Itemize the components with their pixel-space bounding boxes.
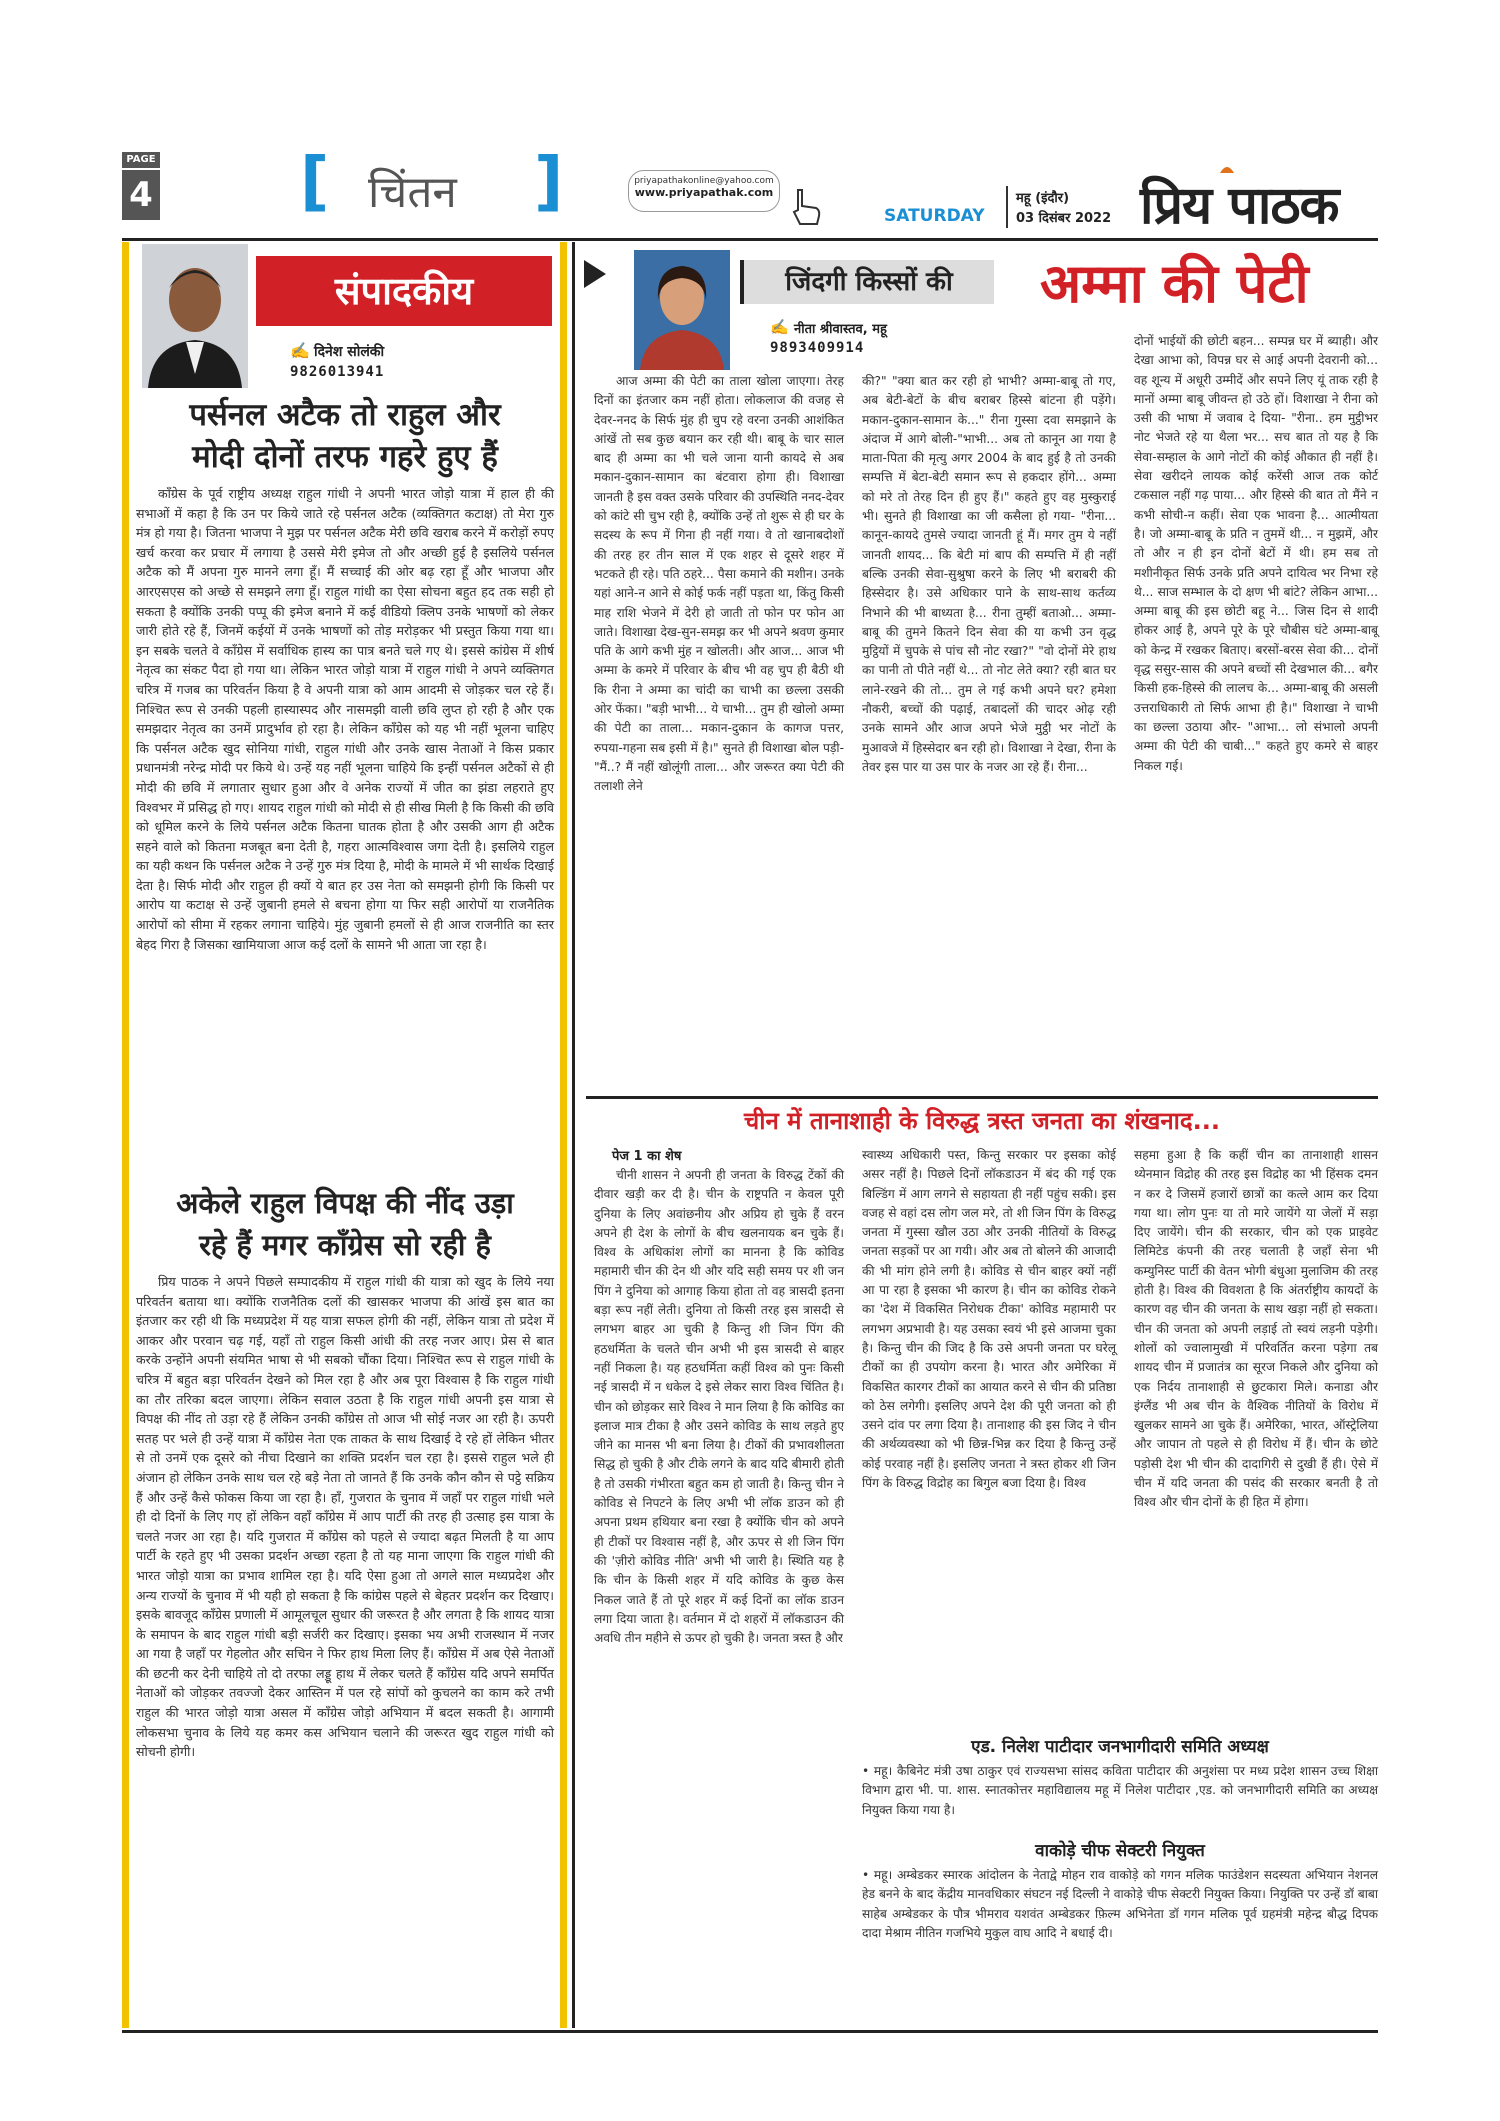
pen-icon: ✍ <box>290 341 310 360</box>
email[interactable]: priyapathakonline@yahoo.com <box>634 176 774 186</box>
editorial-headline-1-line2: मोदी दोनों तरफ गहरे हुए हैं <box>192 439 498 475</box>
logo-lamp-icon <box>1218 160 1236 174</box>
section-title: चिंतन <box>368 167 457 218</box>
news2-body <box>862 1866 1378 1943</box>
editorial-body-1-text: कॉंग्रेस के पूर्व राष्ट्रीय अध्यक्ष राहुल गांधी ने अपनी भारत जोड़ो यात्रा में हाल ही की सभाओं में कहा है कि उन पर किये जाते रहे पर्सनल अटैक (व्यक्तिगत कटाक्ष) तो मेरा गुरु मंत्र हो गया है। जितना भाजपा ने मुझ पर पर्सनल अटैक मेरी छवि खराब करने में करोड़ों रुपए खर्च करवा कर प्रचार में लगाया है उससे मेरी इमेज तो और अच्छी हुई है इसलिये पर्सनल अटैक को मैं अपना गुरु मानने लगा हूँ। मैं सच्चाई की ओर बढ़ रहा हूँ और भाजपा और आरएसएस को अच्छे से समझने लगा हूँ। राहुल गांधी का ऐसा सोचना बहुत हद तक सही हो सकता है क्योंकि उनकी पप्पू की इमेज बनाने में कई वीडियो क्लिप उनके भाषणों को लेकर जारी होते रहे हैं, जिनमें कईयों में उनके भाषणों को तोड़ मरोड़कर भी प्रस्तुत किया गया था। इन सबके चलते वे कॉंग्रेस में सर्वाधिक हास्य का पात्र बनते चले गए थे। इससे कांग्रेस में शीर्ष नेतृत्व का संकट पैदा हो गया था। लेकिन भारत जोड़ो यात्रा में राहुल गांधी ने अपने व्यक्तिगत चरित्र में गजब का परिवर्तन किया है वे अपनी यात्रा को आम आदमी से जोड़कर चल रहे हैं। निश्चित रूप से उनकी पहली हास्यास्पद और नासमझी वाली छवि लुप्त हो रही है और एक समझदार नेतृत्व का उनमें प्रादुर्भाव हो रहा है। लेकिन कॉंग्रेस को यह भी नहीं भूलना चाहिए कि पर्सनल अटैक खुद सोनिया गांधी, राहुल गांधी और उनके खास नेताओं ने किस प्रकार प्रधानमंत्री नरेन्द्र मोदी पर किये थे। उन्हें यह नहीं भूलना चाहिये कि इन्हीं पर्सनल अटैकों से ही मोदी की छवि में लगातार सुधार हुआ और वे अनेक राज्यों में जीत का झंडा लहराते हुए विश्वभर में प्रसिद्ध हो गए। शायद राहुल गांधी को मोदी से ही सीख मिली है कि किसी की छवि को धूमिल करने के लिये पर्सनल अटैक कितना घातक होता है और उसकी आग ही अटैक सहने वाले को कितना मजबूत बना देती है, गहरा आत्मविश्वास जगा देती है। इसलिये राहुल का यही कथन कि पर्सनल अटैक ने उन्हें गुरु मंत्र दिया है, मोदी के मामले में भी सार्थक दिखाई देता है। सिर्फ मोदी और राहुल ही क्यों ये बात हर उस नेता को समझनी होगी कि किसी पर आरोप या कटाक्ष से उन्हें जुबानी हमले से बचना होगा या फिर सही आरोपों या राजनैतिक आरोपों को सीमा में रहकर लगाना चाहिये। मुंह जुबानी हमलों से ही आज राजनीति का स्तर बेहद गिरा है जिसका खामियाजा आज कई दलों के सामने भी आता जा रहा है। <box>136 486 554 952</box>
story-column-2-text: की?" "क्या बात कर रही हो भाभी? अम्मा-बाबू तो गए, अब बेटी-बेटों के बीच बराबर हिस्से बांटना ही पड़ेंगे। मकान-दुकान-सामान के..." रीना गुस्सा दवा समझाने के अंदाज में आगे बोली-"भाभी... अब तो कानून आ गया है माता-पिता की मृत्यु अगर 2004 के बाद हुई है तो उनकी सम्पत्ति में बेटा-बेटी समान रूप से हकदार होंगे... अम्मा को मरे तो तेरह दिन ही हुए हैं।" कहते हुए वह मुस्कुराई भी। सुनते ही विशाखा का जी कसैला हो गया- "रीना... कानून-कायदे तुमसे ज्यादा जानती हूं मैं। मगर तुम ये नहीं जानती शायद... कि बेटी मां बाप की सम्पत्ति में ही नहीं बल्कि उनकी सेवा-सुश्रुषा करने के लिए भी बराबरी की हिस्सेदार है। उसे अधिकार पाने के साथ-साथ कर्तव्य निभाने की भी बाध्यता है... रीना तुम्हीं बताओ... अम्मा-बाबू की तुमने कितने दिन सेवा की या कभी उन वृद्ध मुट्ठियों में चुपके से पांच सौ नोट रखा?" "वो दोनों मेरे हाथ का पानी तो पीते नहीं थे... तो नोट लेते क्या? रही बात घर लाने-रखने की तो... तुम ले गई कभी अपने घर? हमेशा नौकरी, बच्चों की पढ़ाई, तबादलों की चादर ओढ़ रही उनके सामने और आज अपने भेजे मुट्ठी भर नोटों के मुआवजे में हिस्सेदार बन रही हो। विशाखा ने देखा, रीना के तेवर इस पार या उस पार के नजर आ रहे हैं। रीना... <box>862 374 1116 774</box>
story-tag-label: जिंदगी किस्सों की <box>785 267 953 297</box>
editorial-headline-1 <box>134 394 556 478</box>
story-column-1-text: आज अम्मा की पेटी का ताला खोला जाएगा। तेरह दिनों का इंतजार कम नहीं होता। लोकलाज की वजह से देवर-ननद के सिर्फ मुंह ही चुप रहे वरना उनकी आशंकित आंखें तो सब कुछ बयान कर रही थी। बाबू के चार साल बाद ही अम्मा का भी चले जाना यानी कायदे से अब मकान-दुकान-सामान का बंटवारा होगा ही। विशाखा जानती है इस वक्त उसके परिवार की उपस्थिति ननद-देवर को कांटे सी चुभ रही है, क्योंकि उन्हें तो शुरू से ही घर के सदस्य के रूप में गिना ही नहीं गया। वे तो खानाबदोशों की तरह हर तीन साल में एक शहर से दूसरे शहर में भटकते ही रहे। पति ठहरे... पैसा कमाने की मशीन। उनके यहां आने-न आने से कोई फर्क नहीं पड़ता था, किंतु किसी माह राशि भेजने में देरी हो जाती तो फोन पर फोन आ जाते। विशाखा देख-सुन-समझ कर भी अपने श्रवण कुमार पति के आगे कभी मुंह न खोलती। और आज... आज भी अम्मा के कमरे में परिवार के बीच भी वह चुप ही बैठी थी कि रीना ने अम्मा का चांदी का चाभी का छल्ला उसकी ओर फेंका। "बड़ी भाभी... ये चाभी... तुम ही खोलो अम्मा की पेटी का ताला... मकान-दुकान के कागज पत्तर, रुपया-गहना सब इसी में है।" सुनते ही विशाखा बोल पड़ी- "मैं..? मैं नहीं खोलूंगी ताला... और जरूरत क्या पेटी की तलाशी लेने <box>594 374 844 794</box>
news2-headline: वाकोड़े चीफ सेक्टरी नियुक्त <box>1035 1841 1205 1861</box>
place: महू (इंदौर) <box>1016 191 1070 206</box>
editorial-headline-2-line1: अकेले राहुल विपक्ष की नींद उड़ा <box>176 1186 514 1220</box>
continued-from: पेज 1 का शेष <box>612 1149 682 1164</box>
news1-body <box>862 1762 1378 1820</box>
china-column-2-text: स्वास्थ्य अधिकारी पस्त, किन्तु सरकार पर इसका कोई असर नहीं है। पिछले दिनों लॉकडाउन में बंद की गई एक बिल्डिंग में आग लगने से सहायता ही नहीं पहुंच सकी। इस वजह से वहां दस लोग जल मरे, तो शी जिन पिंग के विरुद्ध जनता में गुस्सा खौल उठा और उनकी नीतियों के विरुद्ध जनता सड़कों पर आ गयी। और अब तो बोलने की आजादी की भी मांग होने लगी है। कोविड से चीन बाहर क्यों नहीं आ पा रहा है इसका भी कारण है। चीन का कोविड रोकने का 'देश में विकसित निरोधक टीका' कोविड महामारी पर लगभग अप्रभावी है। यह उसका स्वयं भी इसे आजमा चुका है। किन्तु चीन की जिद है कि उसे अपनी जनता पर घरेलू टीकों का ही उपयोग करना है। भारत और अमेरिका में विकसित कारगर टीकों का आयात करने से चीन की प्रतिष्ठा को ठेस लगेगी। इसलिए अपने देश की पूरी जनता को ही उसने दांव पर लगा दिया है। तानाशाह की इस जिद ने चीन की अर्थव्यवस्था को भी छिन्न-भिन्न कर दिया है किन्तु उन्हें कोई परवाह नहीं है। इसलिए जनता ने त्रस्त होकर शी जिन पिंग के विरुद्ध विद्रोह का बिगुल बजा दिया है। विश्व <box>862 1148 1116 1491</box>
issue-date: 03 दिसंबर 2022 <box>1016 211 1112 226</box>
masthead-divider <box>1006 186 1008 228</box>
story-tag-underline-icon <box>584 260 606 288</box>
bracket-right-icon: ] <box>534 145 564 219</box>
story-tag <box>740 260 994 304</box>
editor-photo <box>142 244 248 388</box>
pen-icon: ✍ <box>770 318 789 336</box>
editorial-banner <box>256 256 552 326</box>
story-column-3 <box>1134 332 1378 776</box>
story-bottom-rule <box>586 1096 1378 1099</box>
story-column-2 <box>862 372 1116 777</box>
bracket-left-icon: [ <box>300 145 330 219</box>
editorial-headline-2 <box>134 1182 556 1266</box>
paper-logo: प्रिय पाठक <box>1140 176 1339 236</box>
editorial-headline-1-line1: पर्सनल अटैक तो राहुल और <box>189 397 501 433</box>
story-phone: 9893409914 <box>770 340 865 356</box>
china-headline: चीन में तानाशाही के विरुद्ध त्रस्त जनता का शंखनाद... <box>744 1107 1220 1135</box>
china-column-1 <box>594 1166 844 1648</box>
china-column-2 <box>862 1146 1116 1493</box>
author-photo <box>634 250 730 370</box>
editorial-accent-bar <box>122 242 129 2028</box>
news1-headline: एड. निलेश पाटीदार जनभागीदारी समिति अध्यक्ष <box>971 1737 1269 1757</box>
china-column-3-text: सहमा हुआ है कि कहीं चीन का तानाशाही शासन थ्येनमान विद्रोह की तरह इस विद्रोह का भी हिंसक दमन न कर दे जिसमें हजारों छात्रों का कत्ले आम कर दिया गया था। लोग पुनः या तो मारे जायेंगे या जेलों में सड़ा दिए जायेंगे। चीन की सरकार, चीन को एक प्राइवेट लिमिटेड कंपनी की तरह चलाती है जहाँ सेना भी कम्युनिस्ट पार्टी की वेतन भोगी बंधुआ मुलाजिम की तरह होती है। विश्व की विवशता है कि अंतर्राष्ट्रीय कायदों के कारण वह चीन की जनता के साथ खड़ा नहीं हो सकता। चीन की जनता को अपनी लड़ाई तो स्वयं लड़नी पड़ेगी। शोलों को ज्वालामुखी में परिवर्तित करना पड़ेगा तब शायद चीन में प्रजातंत्र का सूरज निकले और दुनिया को एक निर्दय तानाशाही से छुटकारा मिले। कनाडा और इंग्लैंड भी अब चीन के वैश्विक नीतियों के विरोध में खुलकर सामने आ चुके हैं। अमेरिका, भारत, ऑस्ट्रेलिया और जापान तो पहले से ही विरोध में हैं। चीन के छोटे पड़ोसी देश भी चीन की दादागिरी से दुखी हैं ही। ऐसे में चीन में यदि जनता की पसंद की सरकार बनती है तो विश्व और चीन दोनों के ही हित में होगा। <box>1134 1148 1378 1510</box>
editorial-accent-bar-right <box>560 242 567 2028</box>
story-column-1 <box>594 372 844 797</box>
footer-rule <box>122 2030 1378 2033</box>
news2-body-text: • महू। अम्बेडकर स्मारक आंदोलन के नेताद्वे मोहन राव वाकोड़े को गगन मलिक फाउंडेशन सदस्यता अभियान नेशनल हेड बनने के बाद केंद्रीय मानवधिकार संघटन नई दिल्ली ने वाकोड़े चीफ सेक्टरी नियुक्त किया। नियुक्ति पर उन्हें डॉ बाबा साहेब अम्बेडकर के पौत्र भीमराव यशवंत अम्बेडकर फ़िल्म अभिनेता डॉ गगन मलिक पूर्व ग्रहमंत्री महेन्द्र बौद्ध दिपक दादा मेश्राम नीतिन गजभिये मुकुल वाघ आदि ने बधाई दी। <box>862 1868 1378 1940</box>
editorial-headline-2-line2: रहे हैं मगर कॉंग्रेस सो रही है <box>199 1228 491 1262</box>
day-label: SATURDAY <box>884 206 985 226</box>
website[interactable]: www.priyapathak.com <box>634 186 774 199</box>
news1-body-text: • महू। कैबिनेट मंत्री उषा ठाकुर एवं राज्यसभा सांसद कविता पाटीदार की अनुशंसा पर मध्य प्रदेश शासन उच्च शिक्षा विभाग द्वारा भी. पा. शास. स्नातकोत्तर महाविद्यालय महू में निलेश पाटीदार ,एड. को जनभागीदारी समिति का अध्यक्ष नियुक्त किया गया है। <box>862 1764 1378 1817</box>
editorial-body-2-text: प्रिय पाठक ने अपने पिछले सम्पादकीय में राहुल गांधी की यात्रा को खुद के लिये नया परिवर्तन बताया था। क्योंकि राजनैतिक दलों की खासकर भाजपा की आंखें इस बात का इंतजार कर रही थी कि मध्यप्रदेश में यह यात्रा सफल होगी की नहीं, लेकिन यात्रा तो प्रदेश में आकर और परवान चढ़ गई, यहाँ तो राहुल किसी आंधी की तरह नजर आए। प्रेस से बात करके उन्होंने अपनी संयमित भाषा से भी सबको चौंका दिया। निश्चित रूप से राहुल गांधी के चरित्र में बहुत बड़ा परिवर्तन देखने को मिल रहा है और अब पूरा विश्वास है कि राहुल गांधी का तौर तरिका बदल जाएगा। लेकिन सवाल उठता है कि राहुल गांधी अपनी इस यात्रा से विपक्ष की नींद तो उड़ा रहे हैं लेकिन उनकी कॉंग्रेस तो आज भी सोई नजर आ रही है। ऊपरी सतह पर भले ही उन्हें यात्रा में कॉंग्रेस नेता एक ताकत के साथ दिखाई दे रहे हों लेकिन भीतर से तो उनमें एक दूसरे को नीचा दिखाने का शक्ति प्रदर्शन चल रहा है। इससे राहुल भले ही अंजान हो लेकिन उनके साथ चल रहे बड़े नेता तो जानते हैं कि उनके कौन कौन से पट्ठे सक्रिय हैं और उन्हें कैसे फोकस किया जा रहा है। हाँ, गुजरात के चुनाव में जहाँ पर राहुल गांधी भले ही दो दिनों के लिए गए हों लेकिन वहाँ कॉंग्रेस में आप पार्टी की तरह ही उत्साह इस यात्रा के चलते नजर आ रहा है। यदि गुजरात में कॉंग्रेस को पहले से ज्यादा बढ़त मिलती है या आप पार्टी के रहते हुए भी उसका प्रदर्शन अच्छा रहता है तो यह माना जाएगा कि राहुल गांधी की भारत जोड़ो यात्रा का प्रभाव शामिल रहा है। यदि ऐसा हुआ तो अगले साल मध्यप्रदेश और अन्य राज्यों के चुनाव में भी यही हो सकता है कि कांग्रेस पहले से बेहतर प्रदर्शन कर दिखाए। इसके बावजूद कॉंग्रेस प्रणाली में आमूलचूल सुधार की जरूरत है और लगता है कि शायद यात्रा के समापन के बाद राहुल गांधी बड़ी सर्जरी कर दिखाए। इसका भय अभी राजस्थान में नजर आ गया है जहाँ पर गेहलोत और सचिन ने फिर हाथ मिला लिए हैं। कॉंग्रेस में अब ऐसे नेताओं की छटनी कर देनी चाहिये तो दो तरफा लड्डू हाथ में लेकर चलते हैं कॉंग्रेस यदि अपने समर्पित नेताओं को जोड़कर तवज्जो देकर आस्तिन में पल रहे सांपों को कुचलने का काम करे तभी राहुल की भारत जोड़ो यात्रा असल में कॉंग्रेस जोड़ो अभियान में बदल सकती है। आगामी लोकसभा चुनाव के लिये यह कमर कस अभियान चलाने की जरूरत खुद राहुल गांधी को सोचनी होगी। <box>136 1274 554 1760</box>
china-column-1-text: चीनी शासन ने अपनी ही जनता के विरुद्ध टेंकों की दीवार खड़ी कर दी है। चीन के राष्ट्रपति न केवल पूरी दुनिया के लिए अवांछनीय और अप्रिय हो चुके हैं वरन अपने ही देश के लोगों के बीच खलनायक बन चुके हैं। विश्व के अधिकांश लोगों का मानना है कि कोविड महामारी चीन की देन थी और यदि सही समय पर शी जन पिंग ने दुनिया को आगाह किया होता तो वह त्रासदी इतना बड़ा रूप नहीं लेती। दुनिया तो किसी तरह इस त्रासदी से लगभग बाहर आ चुकी है किन्तु शी जिन पिंग की हठधर्मिता के चलते चीन अभी भी इस त्रासदी से बाहर नहीं निकला है। यह हठधर्मिता कहीं विश्व को पुनः किसी नई त्रासदी में न धकेल दे इसे लेकर सारा विश्व चिंतित है। चीन को छोड़कर सारे विश्व ने मान लिया है कि कोविड का इलाज मात्र टीका है और उसने कोविड के साथ लड़ते हुए जीने का मानस भी बना लिया है। टीकों की प्रभावशीलता सिद्ध हो चुकी है और टीके लगने के बाद यदि बीमारी होती है तो उसकी गंभीरता बहुत कम हो जाती है। किन्तु चीन ने कोविड से निपटने के लिए अभी भी लॉक डाउन को ही अपना प्रथम हथियार बना रखा है क्योंकि चीन को अपने ही टीकों पर विश्वास नहीं है, और ऊपर से शी जिन पिंग की 'ज़ीरो कोविड नीति' अभी भी जारी है। स्थिति यह है कि चीन के किसी शहर में यदि कोविड के कुछ केस निकल जाते हैं तो पूरे शहर में कई दिनों का लॉक डाउन लगा दिया जाता है। वर्तमान में दो शहरों में लॉकडाउन की अवधि तीन महीने से ऊपर हो चुकी है। जनता त्रस्त है और <box>594 1168 844 1646</box>
editor-phone: 9826013941 <box>290 364 385 380</box>
page-tag: PAGE <box>122 152 160 168</box>
china-column-3 <box>1134 1146 1378 1513</box>
editor-name: दिनेश सोलंकी <box>314 344 385 360</box>
page-number: 4 <box>122 170 160 220</box>
story-author: नीता श्रीवास्तव, महू <box>794 322 887 337</box>
contact-box <box>628 170 780 212</box>
column-rule <box>572 242 575 2028</box>
editorial-body-2 <box>136 1272 554 1762</box>
editorial-banner-label: संपादकीय <box>334 269 474 313</box>
masthead-rule <box>122 238 1378 241</box>
editorial-body-1 <box>136 484 554 954</box>
pointing-hand-icon <box>790 188 824 230</box>
story-title: अम्मा की पेटी <box>1040 252 1309 315</box>
story-column-3-text: दोनों भाईयों की छोटी बहन... सम्पन्न घर में ब्याही। और देखा आभा को, विपन्न घर से आई अपनी देवरानी को... वह शून्य में अधूरी उम्मीदें और सपने लिए यूं ताक रही है मानों अम्मा बाबू जीवन्त हो उठे हों। विशाखा ने रीना को उसी की भाषा में जवाब दे दिया- "रीना.. हम मुट्ठीभर नोट भेजते रहे या थैला भर... सच बात तो यह है कि सेवा-सम्हाल के आगे नोटों की कोई औकात ही नहीं है। सेवा खरीदने लायक कोई करेंसी आज तक कोर्ट टकसाल नहीं गढ़ पाया... और हिस्से की बात तो मैंने न कभी सोची-न कहीं। सेवा एक भावना है... आत्मीयता है। जो अम्मा-बाबू के प्रति न तुममें थी... न मुझमें, और तो और न ही इन दोनों बेटों में थी। हम सब तो मशीनीकृत सिर्फ उनके प्रति अपने दायित्व भर निभा रहे थे... साज सम्भाल के दो क्षण भी बांटे? लेकिन आभा... अम्मा बाबू की इस छोटी बहू ने... जिस दिन से शादी होकर आई है, अपने पूरे के पूरे चौबीस घंटे अम्मा-बाबू को केन्द्र में रखकर बिताए। बरसों-बरस सेवा की... दोनों वृद्ध ससुर-सास की अपने बच्चों सी देखभाल की... बगैर किसी हक-हिस्से की लालच के... अम्मा-बाबू की असली उत्तराधिकारी तो सिर्फ आभा ही है।" विशाखा ने चाभी का छल्ला उठाया और- "आभा... लो संभालो अपनी अम्मा की पेटी की चाबी..." कहते हुए कमरे से बाहर निकल गई। <box>1134 334 1378 773</box>
